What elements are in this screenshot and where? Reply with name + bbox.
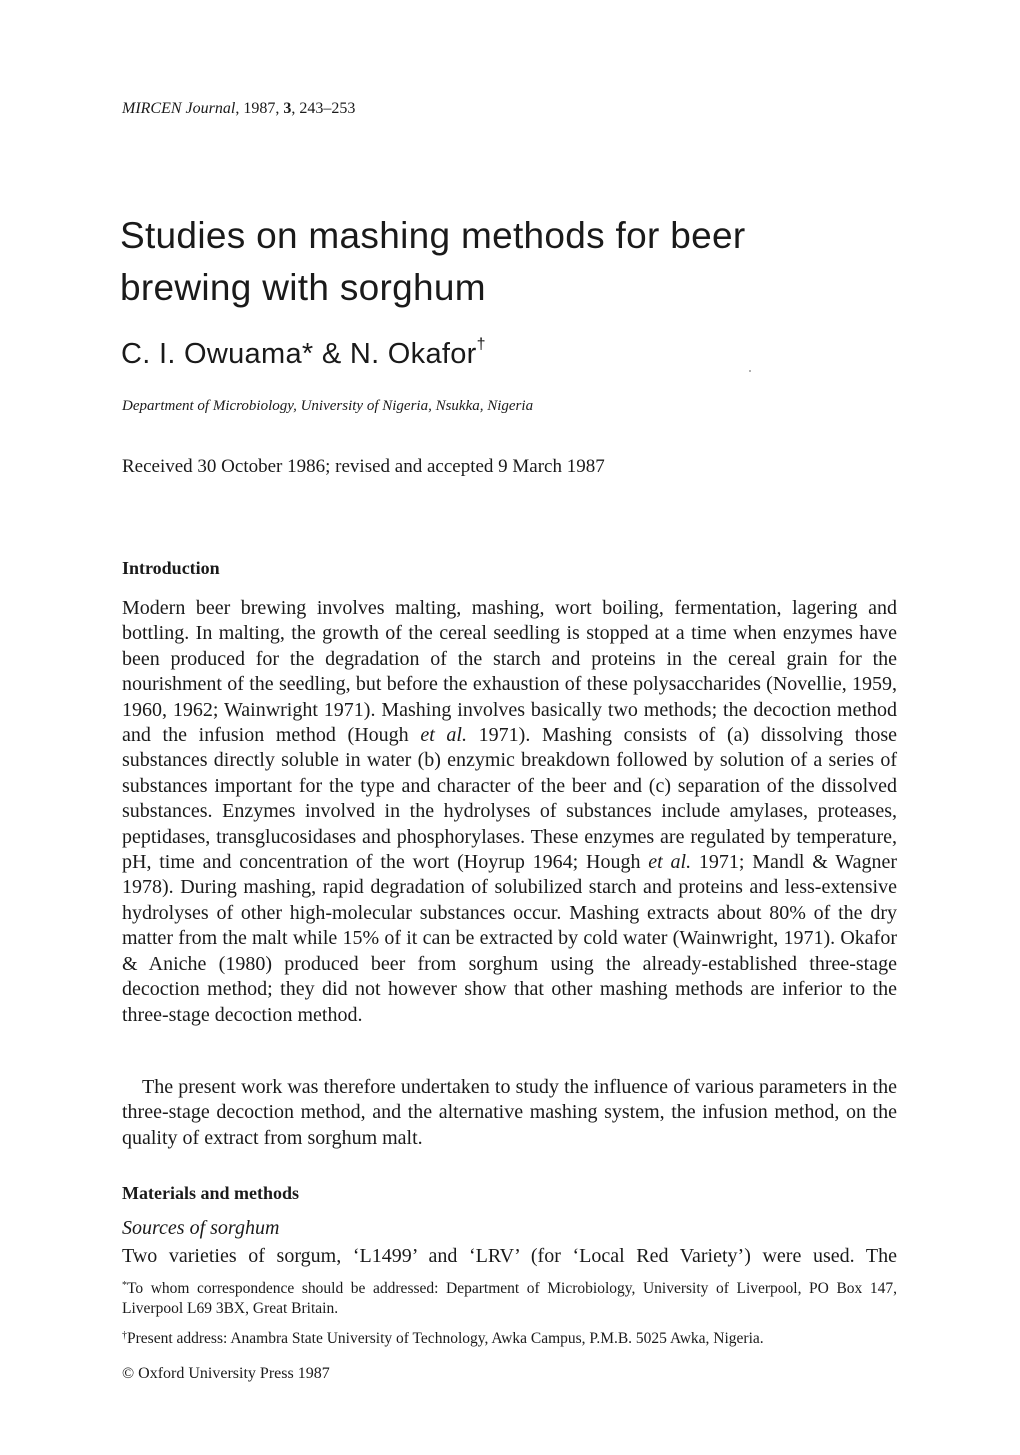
received-dates: Received 30 October 1986; revised and accepted 9 March 1987 bbox=[122, 456, 605, 477]
footnote-correspondence-text: To whom correspondence should be addressed: Department of Microbiology, University of Liverpool, PO Box 147, Liverpool L69 3BX, Great Britain. bbox=[122, 1280, 897, 1317]
copyright-notice: © Oxford University Press 1987 bbox=[122, 1365, 330, 1382]
footnote-present-address-text: Present address: Anambra State University of Technology, Awka Campus, P.M.B. 5025 Awka, Nigeria. bbox=[127, 1330, 764, 1347]
scan-speck bbox=[749, 370, 751, 372]
sources-subheading: Sources of sorghum bbox=[122, 1217, 280, 1239]
author-okafor: N. Okafor bbox=[349, 338, 477, 370]
journal-citation bbox=[122, 100, 355, 118]
author-separator: & bbox=[313, 338, 350, 370]
intro-etal-2: et al. bbox=[648, 851, 692, 874]
footnote-mark-dagger: † bbox=[122, 1330, 127, 1341]
intro-text-part-2: 1971). Mashing consists of (a) dissolving those substances directly soluble in water (b) enzymic breakdown followed by solution of a series of substances important for the type and character of the beer and (c) separation of the dissolved substances. Enzymes involved in the hydrolyses of substances include amylases, proteases, peptidases, transglucosidases and phosphorylases. These enzymes are regulated by temperature, pH, time and concentration of the wort (Hoyrup 1964; Hough bbox=[122, 724, 898, 874]
journal-pages: , 243–253 bbox=[291, 100, 356, 117]
methods-heading: Materials and methods bbox=[122, 1183, 299, 1203]
intro-text-part-3: 1971; Mandl & Wagner 1978). During mashing, rapid degradation of solubilized starch and proteins and less-extensive hydrolyses of other high-molecular substances occur. Mashing extracts about 80% of the dry matter from the malt while 15% of it can be extracted by cold water (Wainwright, 1971). Okafor & Aniche (1980) produced beer from sorghum using the already-established three-stage decoction method; they did not however show that other mashing methods are inferior to the three-stage decoction method. bbox=[122, 851, 897, 1026]
intro-etal-1: et al. bbox=[420, 724, 467, 747]
affiliation: Department of Microbiology, University of Nigeria, Nsukka, Nigeria bbox=[122, 398, 534, 414]
author-mark-dagger: † bbox=[476, 336, 486, 353]
article-title: Studies on mashing methods for beer brewing with sorghum bbox=[120, 215, 746, 308]
introduction-paragraph-2: The present work was therefore undertaken to study the influence of various parameters in the three-stage decoction method, and the alternative mashing system, the infusion method, on the quality of extract from sorghum malt. bbox=[122, 1076, 897, 1149]
author-mark-asterisk: * bbox=[301, 338, 314, 370]
introduction-paragraph-1 bbox=[122, 596, 897, 1028]
sources-text: Two varieties of sorgum, ‘L1499’ and ‘LRV’ (for ‘Local Red Variety’) were used. The bbox=[122, 1245, 897, 1267]
intro-text-part-1: Modern beer brewing involves malting, mashing, wort boiling, fermentation, lagering and bottling. In malting, the growth of the cereal seedling is stopped at a time when enzymes have been produced for the degradation of the starch and proteins in the cereal grain for the nourishment of the seedling, but before the exhaustion of these polysaccharides (Novellie, 1959, 1960, 1962; Wainwright 1971). Mashing involves basically two methods; the decoction method and the infusion method (Hough bbox=[122, 597, 897, 747]
journal-name: MIRCEN Journal bbox=[122, 100, 236, 117]
author-owuama: C. I. Owuama bbox=[121, 338, 302, 370]
footnote-present-address bbox=[122, 1329, 897, 1349]
introduction-heading: Introduction bbox=[122, 558, 220, 578]
footnote-mark-asterisk: * bbox=[122, 1280, 127, 1291]
journal-volume: 3 bbox=[283, 100, 292, 117]
journal-year: , 1987, bbox=[235, 100, 284, 117]
footnote-correspondence bbox=[122, 1279, 897, 1319]
author-line bbox=[121, 338, 486, 371]
